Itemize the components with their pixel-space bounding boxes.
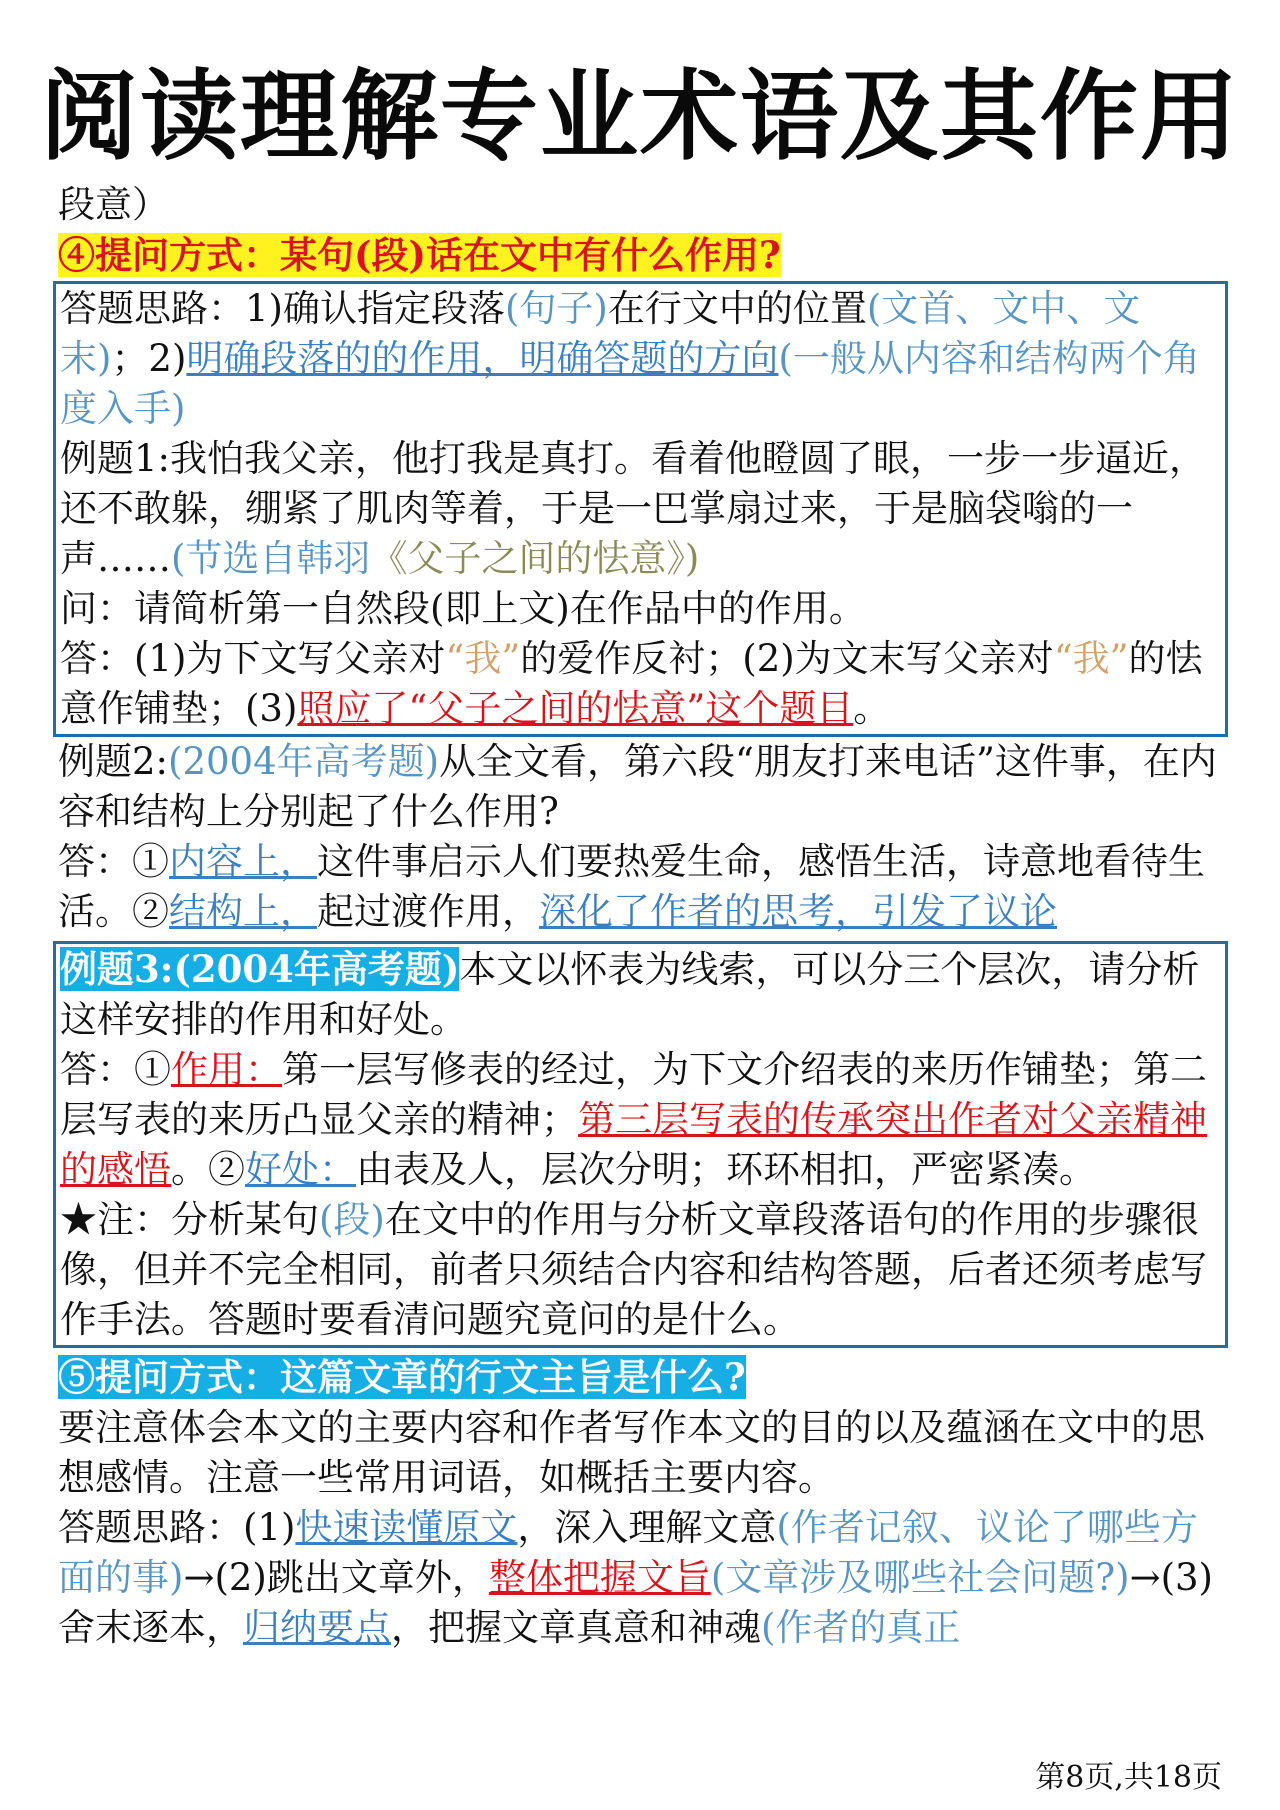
question-heading-4 xyxy=(58,230,1223,281)
text-fragment: 由表及人，层次分明；环环相扣，严密紧凑。 xyxy=(356,1148,1096,1191)
example-2-question xyxy=(58,737,1223,837)
underlined-keypoint: 内容上， xyxy=(169,840,317,883)
note-text: (一般从内容和结构两个角度入手) xyxy=(60,337,1200,430)
example-1-question xyxy=(60,584,1221,634)
answer-approach-5 xyxy=(58,1503,1223,1653)
note-text: (作者记叙、议论了哪些方面的事) xyxy=(58,1506,1198,1599)
paragraph-5 xyxy=(58,1403,1223,1503)
text-fragment: 。② xyxy=(171,1148,245,1191)
note-text: (句子) xyxy=(504,287,608,330)
paragraph-continuation xyxy=(58,180,1223,230)
underlined-keypoint: 明确段落的的作用，明确答题的方向 xyxy=(186,337,779,380)
example-3-question xyxy=(60,944,1221,1045)
underlined-keypoint: 归纳要点 xyxy=(243,1606,391,1649)
source-note: (节选自韩羽 xyxy=(171,537,371,580)
quoted-word: “我” xyxy=(1053,637,1129,680)
text-fragment: 答：① xyxy=(60,1048,171,1091)
text-fragment: →(3)舍末逐本， xyxy=(58,1556,1213,1649)
text-fragment: 本文以怀表为线索，可以分三个层次，请分析这样安排的作用和好处。 xyxy=(60,948,1200,1041)
note-text: (文首、文中、文末) xyxy=(60,287,1141,380)
text-fragment: 例题2: xyxy=(58,740,169,783)
text-fragment: 要注意体会本文的主要内容和作者写作本文的目的以及蕴涵在文中的思想感情。注意一些常用词语，如概括主要内容。 xyxy=(58,1406,1205,1499)
example-2-answer xyxy=(58,837,1223,937)
question-heading-5 xyxy=(58,1352,1223,1403)
text-fragment: ；2) xyxy=(111,337,187,380)
note-text: (文章涉及哪些社会问题?) xyxy=(710,1556,1130,1599)
source-note: (2004年高考题) xyxy=(168,740,440,783)
text-fragment: →(2)跳出文章外， xyxy=(183,1556,489,1599)
text-fragment: 这件事启示人们要热爱生命，感悟生活，诗意地看待生活。② xyxy=(58,840,1205,933)
note-text: (作者的真正 xyxy=(761,1606,961,1649)
underlined-keypoint: 结构上， xyxy=(169,890,317,933)
source-title: 《父子之间的怯意》) xyxy=(370,537,700,580)
text-fragment: 起过渡作用， xyxy=(317,890,539,933)
text-fragment: 第一层写修表的经过，为下文介绍表的来历作铺垫；第二层写表的来历凸显父亲的精神； xyxy=(60,1048,1207,1141)
text-fragment: 的爱作反衬；(2)为文末写父亲对 xyxy=(520,637,1054,680)
highlighted-heading: ⑤提问方式：这篇文章的行文主旨是什么? xyxy=(58,1355,746,1399)
text-fragment: 在行文中的位置 xyxy=(607,287,867,330)
note-text: (段) xyxy=(319,1198,385,1241)
text-fragment: 答题思路：1)确认指定段落 xyxy=(60,287,505,330)
quoted-word: “我” xyxy=(445,637,521,680)
text-fragment: 在文中的作用与分析文章段落语句的作用的步骤很像，但并不完全相同，前者只须结合内容和结构答题，后者还须考虑写作手法。答题时要看清问题究竟问的是什么。 xyxy=(60,1198,1207,1341)
highlighted-heading: ④提问方式：某句(段)话在文中有什么作用? xyxy=(58,233,781,277)
example-1-answer xyxy=(60,634,1221,734)
highlighted-label: 例题3:(2004年高考题) xyxy=(60,947,460,991)
text-fragment: 。 xyxy=(853,687,891,730)
underlined-keypoint: 整体把握文旨 xyxy=(488,1556,711,1599)
text-fragment: 段意） xyxy=(58,183,169,226)
underlined-keypoint: 作用： xyxy=(171,1048,282,1091)
note-paragraph xyxy=(60,1195,1221,1345)
text-fragment: ，深入理解文意 xyxy=(517,1506,777,1549)
text-fragment: 从全文看，第六段“朋友打来电话”这件事，在内容和结构上分别起了什么作用? xyxy=(58,740,1217,833)
text-fragment: 的怯意作铺垫；(3) xyxy=(60,637,1203,730)
example-3-box xyxy=(53,941,1228,1348)
page-number: 第8页,共18页 xyxy=(1035,1760,1222,1795)
underlined-keypoint: 第三层写表的传承突出作者对父亲精神的感悟 xyxy=(60,1098,1207,1191)
text-fragment: ★注：分析某句 xyxy=(60,1198,319,1241)
text-fragment: 答：① xyxy=(58,840,169,883)
text-fragment: 答：(1)为下文写父亲对 xyxy=(60,637,446,680)
example-1-box xyxy=(53,281,1228,737)
text-fragment: 问：请简析第一自然段(即上文)在作品中的作用。 xyxy=(60,587,866,630)
document-body xyxy=(58,180,1223,1653)
underlined-keypoint: 照应了“父子之间的怯意”这个题目 xyxy=(297,687,854,730)
underlined-keypoint: 快速读懂原文 xyxy=(295,1506,518,1549)
underlined-keypoint: 深化了作者的思考，引发了议论 xyxy=(539,890,1057,933)
text-fragment: 例题1:我怕我父亲，他打我是真打。看着他瞪圆了眼，一步一步逼近，还不敢躲，绷紧了肌肉等着，于是一巴掌扇过来，于是脑袋嗡的一声…… xyxy=(60,437,1207,580)
page-title: 阅读理解专业术语及其作用 xyxy=(39,60,1240,174)
text-fragment: 答题思路：(1) xyxy=(58,1506,296,1549)
example-1-passage xyxy=(60,434,1221,584)
example-3-answer xyxy=(60,1045,1221,1195)
text-fragment: ，把握文章真意和神魂 xyxy=(391,1606,761,1649)
underlined-keypoint: 好处： xyxy=(245,1148,356,1191)
answer-approach-1 xyxy=(60,284,1221,434)
